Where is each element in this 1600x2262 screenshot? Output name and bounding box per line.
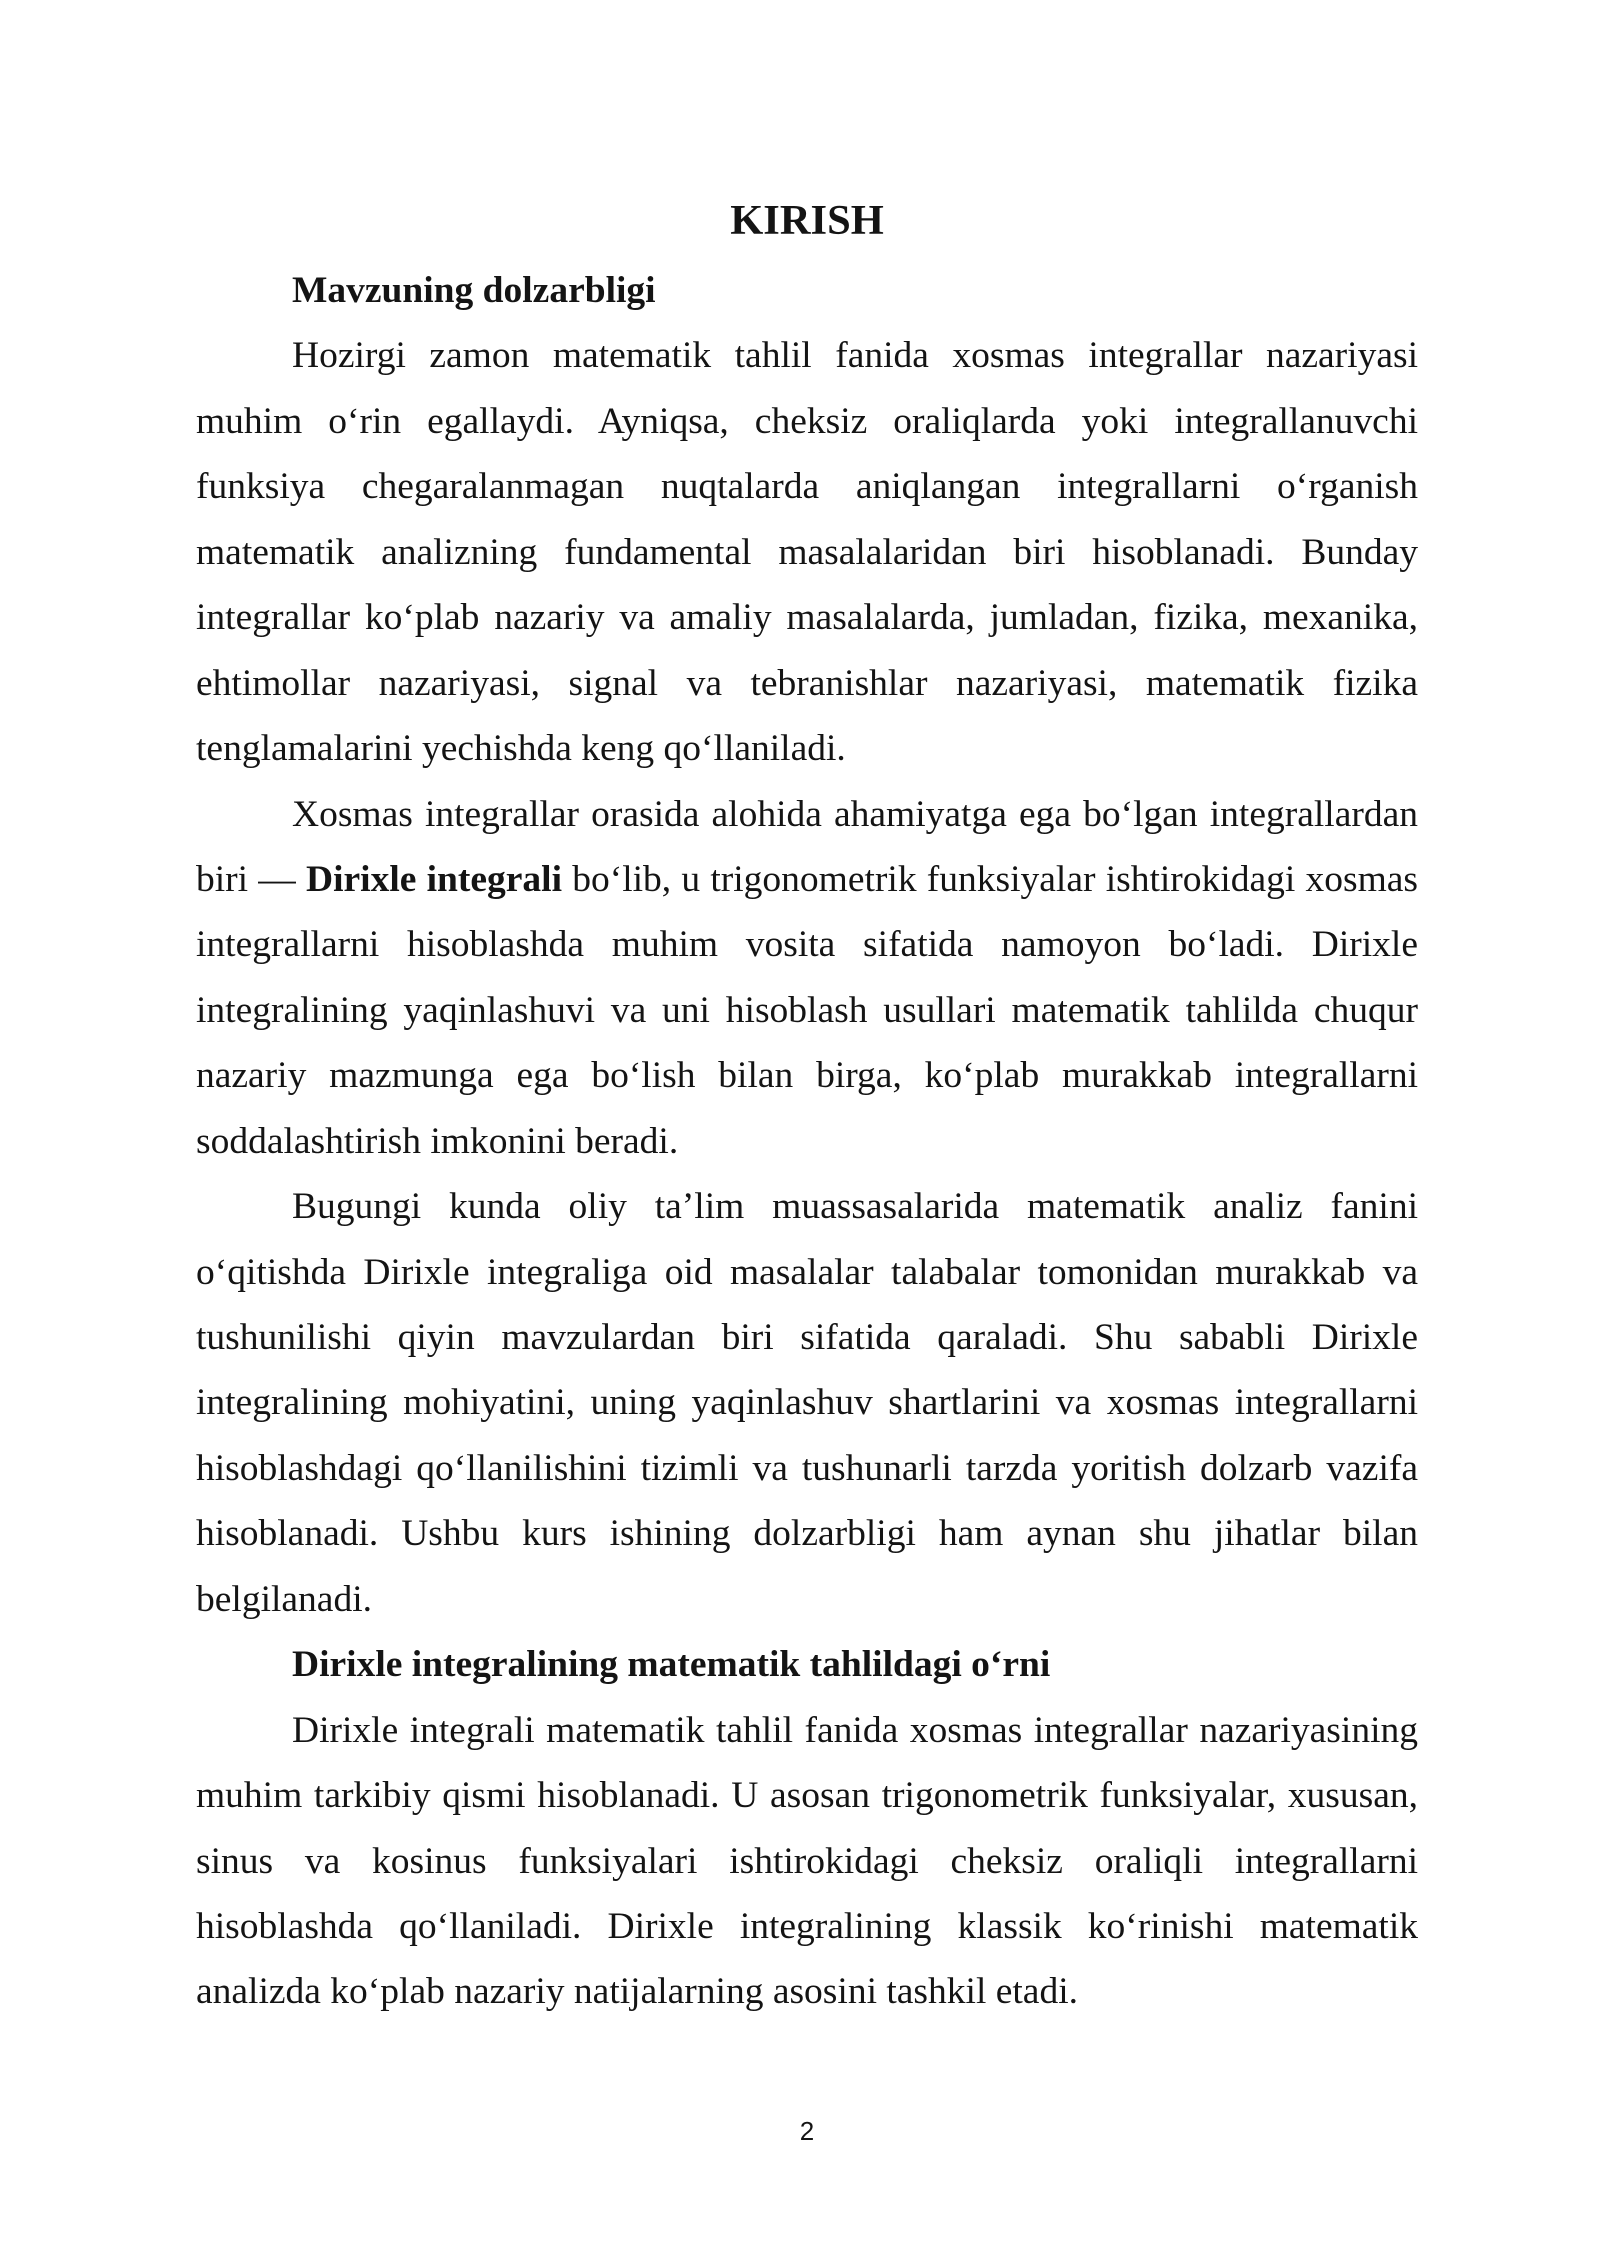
section-dirichlet-role	[196, 1632, 1418, 2025]
paragraph-line: nazariy mazmunga ega bo‘lish bilan birga, ko‘plab murakkab integrallarni	[196, 1055, 1418, 1097]
paragraph-line: funksiya chegaralanmagan nuqtalarda aniqlangan integrallarni o‘rganish	[196, 466, 1418, 508]
paragraph-line: hisoblashda qo‘llaniladi. Dirixle integralining klassik ko‘rinishi matematik	[196, 1905, 1418, 1947]
paragraph-line: integralining yaqinlashuvi va uni hisoblash usullari matematik tahlilda chuqur	[196, 989, 1418, 1031]
paragraph-line: soddalashtirish imkonini beradi.	[196, 1120, 679, 1162]
paragraph-line: ehtimollar nazariyasi, signal va tebranishlar nazariyasi, matematik fizika	[196, 662, 1418, 704]
paragraph	[196, 1698, 1418, 2025]
paragraph	[196, 782, 1418, 1175]
paragraph-line: tushunilishi qiyin mavzulardan biri sifatida qaraladi. Shu sababli Dirixle	[196, 1317, 1418, 1358]
paragraph-line: belgilanadi.	[196, 1578, 372, 1620]
section-relevance	[196, 258, 1418, 1632]
paragraph-line: hisoblanadi. Ushbu kurs ishining dolzarbligi ham aynan shu jihatlar bilan	[196, 1513, 1418, 1555]
paragraph-line: integralining mohiyatini, uning yaqinlashuv shartlarini va xosmas integrallarni	[196, 1382, 1418, 1424]
page-title: KIRISH	[730, 197, 884, 244]
paragraph-line: tenglamalarini yechishda keng qo‘llaniladi.	[196, 728, 846, 770]
paragraph-line: hisoblashdagi qo‘llanilishini tizimli va tushunarli tarzda yoritish dolzarb vazifa	[196, 1447, 1418, 1489]
paragraph	[196, 1174, 1418, 1632]
page-body	[196, 184, 1418, 2025]
text-run: biri —	[196, 858, 307, 900]
paragraph-line: Bugungi kunda oliy ta’lim muassasalarida matematik analiz fanini	[292, 1186, 1418, 1228]
paragraph-line: Dirixle integrali matematik tahlil fanida xosmas integrallar nazariyasining	[292, 1709, 1418, 1751]
paragraph-line: Hozirgi zamon matematik tahlil fanida xosmas integrallar nazariyasi	[292, 335, 1418, 377]
paragraph-line: o‘qitishda Dirixle integraliga oid masalalar talabalar tomonidan murakkab va	[196, 1251, 1418, 1293]
paragraph	[196, 323, 1418, 781]
paragraph-line: Xosmas integrallar orasida alohida ahamiyatga ega bo‘lgan integrallardan	[292, 793, 1418, 835]
paragraph-line: sinus va kosinus funksiyalari ishtirokidagi cheksiz oraliqli integrallarni	[196, 1840, 1418, 1882]
bold-term: Dirixle integrali	[306, 858, 562, 900]
paragraph-line: analizda ko‘plab nazariy natijalarning asosini tashkil etadi.	[196, 1971, 1078, 2013]
paragraph-line: integrallarni hisoblashda muhim vosita sifatida namoyon bo‘ladi. Dirixle	[196, 924, 1418, 966]
paragraph-line: muhim o‘rin egallaydi. Ayniqsa, cheksiz oraliqlarda yoki integrallanuvchi	[196, 400, 1418, 442]
paragraph-line: matematik analizning fundamental masalalaridan biri hisoblanadi. Bunday	[196, 531, 1418, 573]
page-number: 2	[799, 2116, 815, 2146]
paragraph-line	[196, 847, 1418, 912]
text-run: bo‘lib, u trigonometrik funksiyalar ishtirokidagi xosmas	[562, 858, 1418, 900]
paragraph-line: muhim tarkibiy qismi hisoblanadi. U asosan trigonometrik funksiyalar, xususan,	[196, 1775, 1418, 1817]
section-heading: Dirixle integralining matematik tahlildagi o‘rni	[292, 1644, 1051, 1686]
section-heading: Mavzuning dolzarbligi	[292, 270, 656, 311]
paragraph-line: integrallar ko‘plab nazariy va amaliy masalalarda, jumladan, fizika, mexanika,	[196, 597, 1418, 639]
